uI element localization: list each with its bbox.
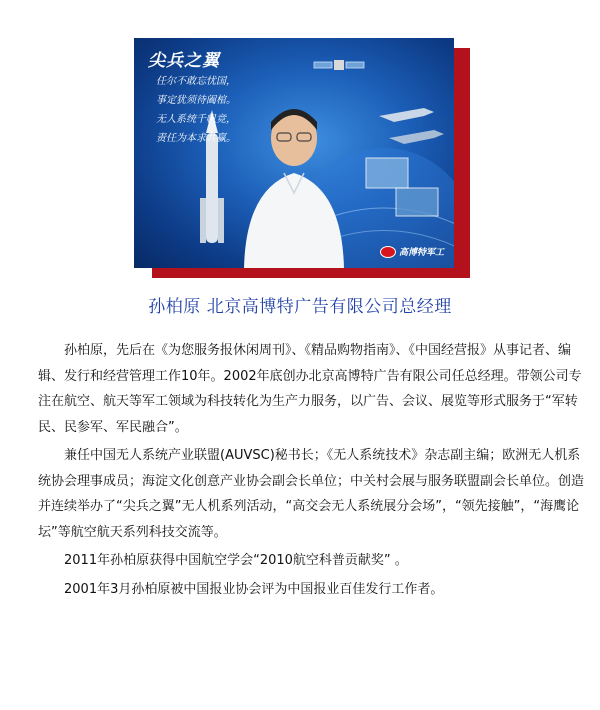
- slogan-line: 无人系统千帆竞，: [156, 114, 236, 125]
- logo-icon: [380, 246, 396, 258]
- biography-text: [38, 338, 593, 605]
- header-banner: [134, 38, 470, 278]
- inset-photo: [396, 188, 438, 216]
- logo-text: 高博特军工: [398, 248, 444, 258]
- paragraph: 兼任中国无人系统产业联盟(AUVSC)秘书长；《无人系统技术》杂志副主编；欧洲无人机系统协会理事成员；海淀文化创意产业协会副会长单位；中关村会展与服务联盟副会长单位。创造并连续举办了“尖兵之翼”无人机系列活动，“高交会无人系统展分会场”，“领先接触”，“海鹰论坛”等航空航天系列科技交流等。: [38, 448, 585, 540]
- satellite-panel: [314, 62, 332, 68]
- slogan-line: 任尔不敢忘忧国，: [156, 76, 236, 87]
- paragraph: 2001年3月孙柏原被中国报业协会评为中国报业百佳发行工作者。: [64, 581, 444, 597]
- jet-shape: [379, 108, 434, 122]
- slogan-title: 尖兵之翼: [148, 51, 220, 71]
- satellite-panel: [346, 62, 364, 68]
- jet-shape: [389, 130, 444, 144]
- rocket-shape: [206, 133, 218, 243]
- company-logo: [380, 245, 444, 258]
- slogan-line: 责任为本求共赢。: [156, 133, 236, 144]
- paragraph: 2011年孙柏原获得中国航空学会“2010航空科普贡献奖” 。: [64, 553, 408, 568]
- paragraph: 孙柏原，先后在《为您服务报休闲周刊》、《精品购物指南》、《中国经营报》从事记者、编辑、发行和经营管理工作10年。2002年底创办北京高博特广告有限公司任总经理。带领公司专注在航空、航天等军工领域为科技转化为生产力服务，以广告、会议、展览等形式服务于“军转民、民参军、军民融合”。: [38, 343, 582, 435]
- slogan-line: 事定犹须待阖棺。: [156, 95, 236, 106]
- inset-photo: [366, 158, 408, 188]
- rocket-booster: [200, 198, 206, 243]
- satellite-body: [334, 60, 344, 70]
- banner-image: [134, 38, 454, 268]
- slogan-lines: [156, 72, 236, 148]
- page-title: 孙柏原 北京高博特广告有限公司总经理: [148, 297, 452, 317]
- rocket-booster: [218, 198, 224, 243]
